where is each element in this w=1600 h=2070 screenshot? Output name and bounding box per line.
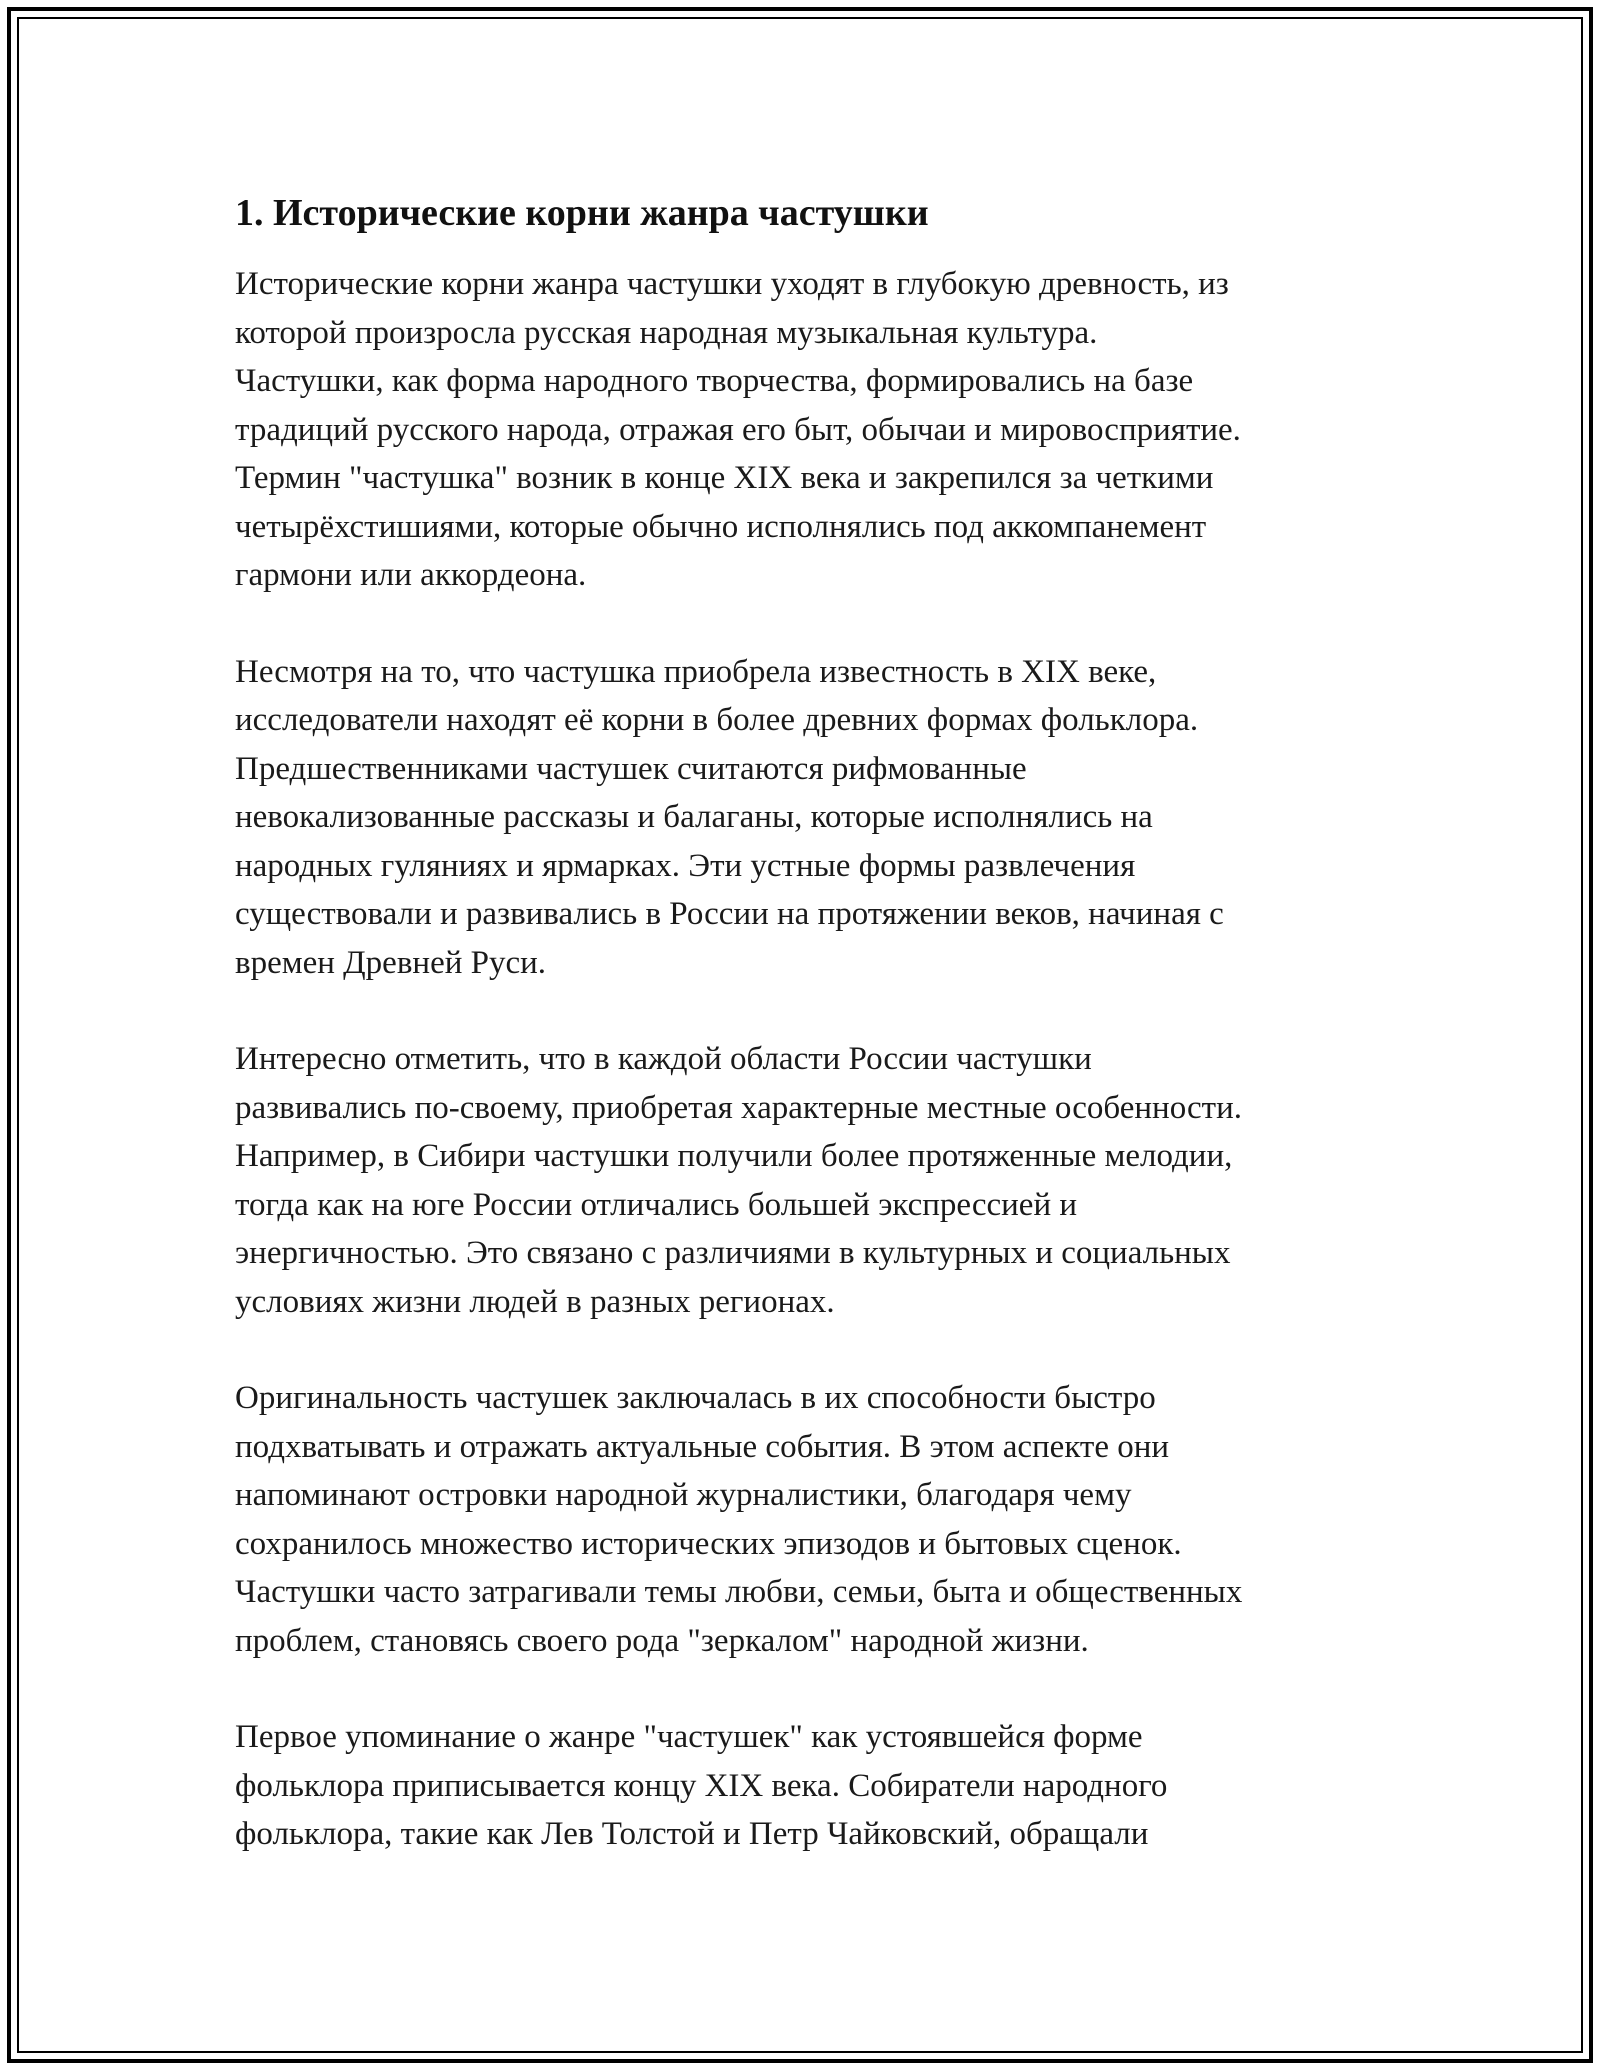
- paragraph-3: Интересно отметить, что в каждой области России частушки развивались по-своему, приобретая характерные местные особенности. Например, в Сибири частушки получили более протяженные мелодии, тогда как на юге России отличались большей экспрессией и энергичностью. Это связано с различиями в культурных и социальных условиях жизни людей в разных регионах.: [235, 1041, 1243, 1320]
- paragraph-5: Первое упоминание о жанре "частушек" как устоявшейся форме фольклора приписывается концу XIX века. Собиратели народного фольклора, такие как Лев Толстой и Петр Чайковский, обращали: [235, 1719, 1168, 1852]
- paragraph-1: Исторические корни жанра частушки уходят в глубокую древность, из которой произросла русская народная музыкальная культура. Частушки, как форма народного творчества, формировались на базе традиций русского народа, отражая его быт, обычаи и мировосприятие. Термин "частушка" возник в конце XIX века и закрепился за четкими четырёхстишиями, которые обычно исполнялись под аккомпанемент гармони или аккордеона.: [235, 266, 1241, 593]
- paragraph-2: Несмотря на то, что частушка приобрела известность в XIX веке, исследователи находят её корни в более древних формах фольклора. Предшественниками частушек считаются рифмованные невокализованные рассказы и балаганы, которые исполнялись на народных гуляниях и ярмарках. Эти устные формы развлечения существовали и развивались в России на протяжении веков, начиная с времен Древней Руси.: [235, 653, 1224, 981]
- section-heading: 1. Исторические корни жанра частушки: [235, 192, 929, 234]
- paragraph-4: Оригинальность частушек заключалась в их способности быстро подхватывать и отражать актуальные события. В этом аспекте они напоминают островки народной журналистики, благодаря чему сохранилось множество исторических эпизодов и бытовых сценок. Частушки часто затрагивали темы любви, семьи, быта и общественных проблем, становясь своего рода "зеркалом" народной жизни.: [235, 1380, 1243, 1659]
- document-body: [235, 186, 1415, 1907]
